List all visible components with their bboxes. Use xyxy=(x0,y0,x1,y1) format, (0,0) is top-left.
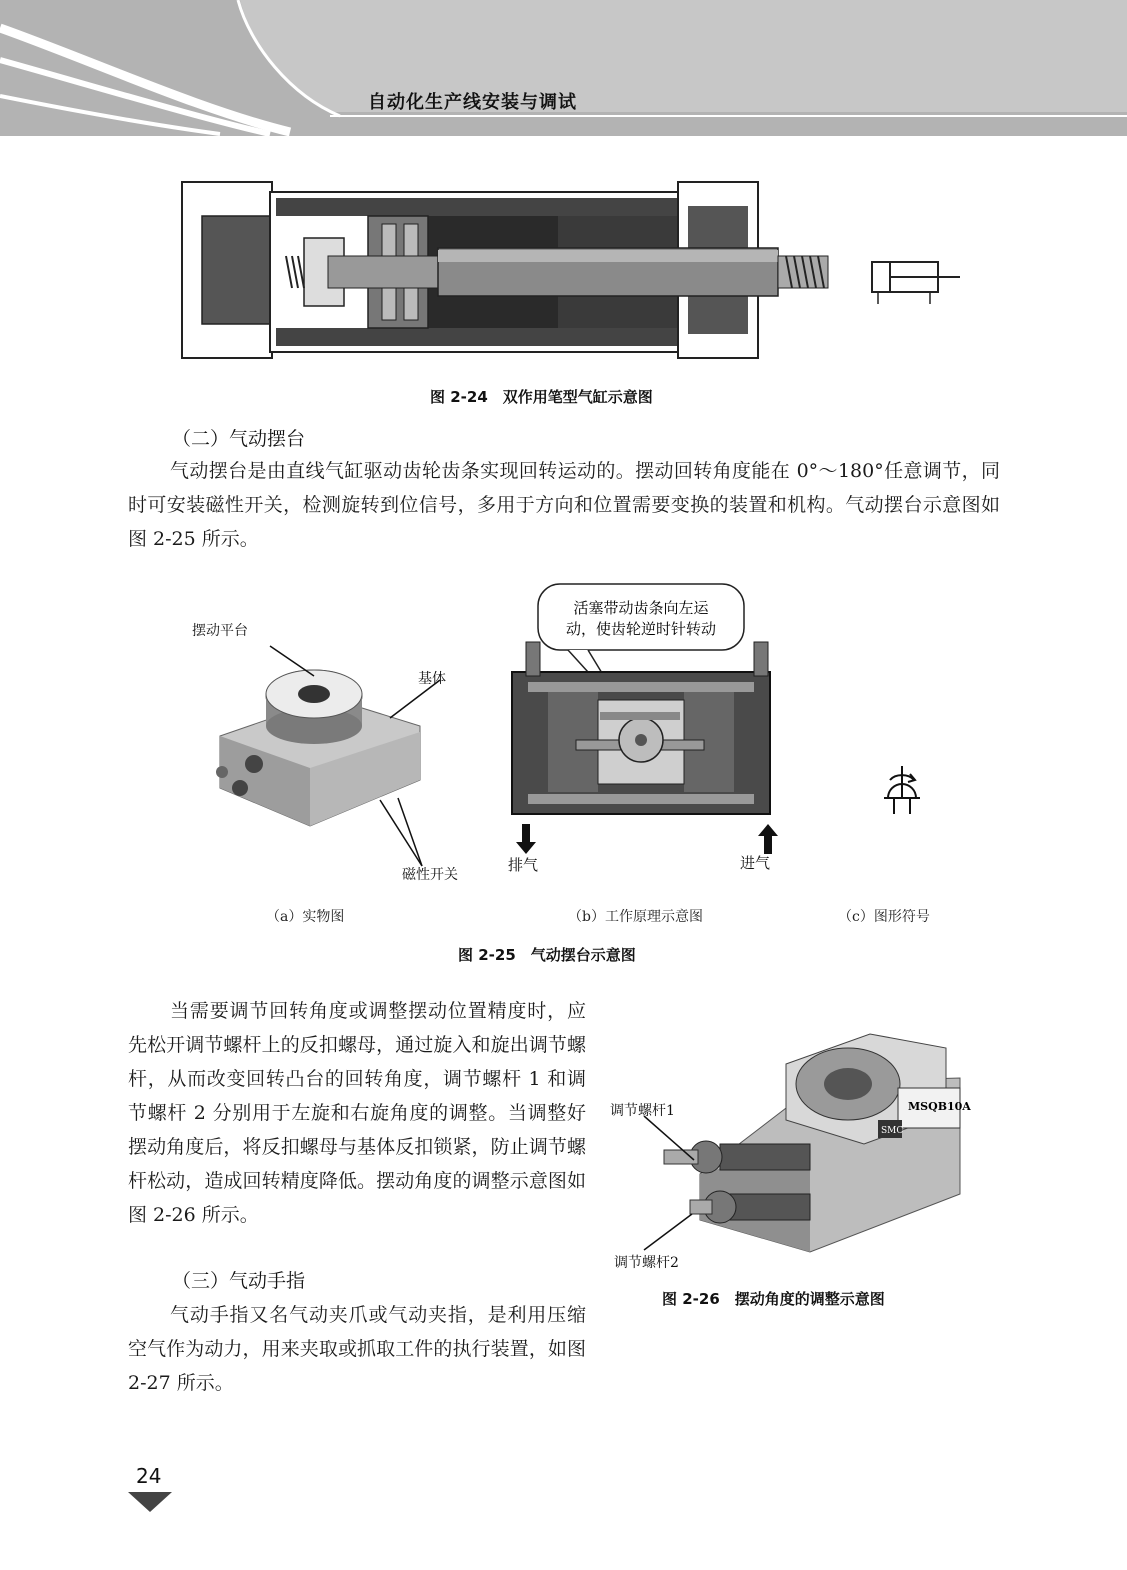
fig25b-subcaption: （b）工作原理示意图 xyxy=(568,909,703,925)
callout-line1: 活塞带动齿条向左运 xyxy=(573,599,709,617)
label-intake: 进气 xyxy=(740,854,771,872)
brand-text: SMC xyxy=(881,1126,904,1136)
section2-heading: （二）气动摆台 xyxy=(172,428,306,450)
label-swing-platform: 摆动平台 xyxy=(192,623,248,639)
section3-heading: （三）气动手指 xyxy=(172,1270,306,1292)
rotary-graphic-symbol xyxy=(880,762,924,820)
fig26-leader-lines xyxy=(640,1112,700,1260)
page-triangle-icon xyxy=(126,1490,174,1514)
callout-line2: 动，使齿轮逆时针转动 xyxy=(565,620,717,638)
fig25a-subcaption: （a）实物图 xyxy=(266,909,345,925)
section2-paragraph: 气动摆台是由直线气缸驱动齿轮齿条实现回转运动的。摆动回转角度能在 0°～180°任意调节，同时可安装磁性开关，检测旋转到位信号，多用于方向和位置需要变换的装置和机构。气动摆台示意图如图 2-25 所示。 xyxy=(128,460,1000,550)
fig24-caption: 图 2-24 双作用笔型气缸示意图 xyxy=(430,388,653,406)
label-exhaust: 排气 xyxy=(508,856,539,874)
rotary-principle-diagram xyxy=(508,580,788,862)
label-magnetic-switch: 磁性开关 xyxy=(402,867,458,883)
angle-adjust-photo xyxy=(660,1024,980,1256)
adjust-paragraph: 当需要调节回转角度或调整摆动位置精度时，应先松开调节螺杆上的反扣螺母，通过旋入和旋出调节螺杆，从而改变回转凸台的回转角度，调节螺杆 1 和调节螺杆 2 分别用于左旋和右旋角度的调整。当调整好摆动角度后，将反扣螺母与基体反扣锁紧，防止调节螺杆松动，造成回转精度降低。摆动角度的调整示意图如图 2-26 所示。 xyxy=(128,1000,586,1226)
label-adjust-screw-1: 调节螺杆1 xyxy=(610,1103,675,1119)
page-header-banner xyxy=(0,0,1127,136)
label-adjust-screw-2: 调节螺杆2 xyxy=(614,1255,679,1271)
section3-paragraph: 气动手指又名气动夹爪或气动夹指，是利用压缩空气作为动力，用来夹取或抓取工件的执行装置，如图 2-27 所示。 xyxy=(128,1304,586,1394)
book-title: 自动化生产线安装与调试 xyxy=(368,92,577,113)
pen-cylinder-diagram xyxy=(178,176,968,368)
label-base-body: 基体 xyxy=(418,671,446,687)
fig26-caption: 图 2-26 摆动角度的调整示意图 xyxy=(662,1290,885,1308)
model-text: MSQB10A xyxy=(908,1100,971,1113)
fig25-caption: 图 2-25 气动摆台示意图 xyxy=(458,946,636,964)
fig25c-subcaption: （c）图形符号 xyxy=(838,909,930,925)
page-number: 24 xyxy=(136,1464,162,1488)
fig25a-leader-lines xyxy=(240,630,440,870)
